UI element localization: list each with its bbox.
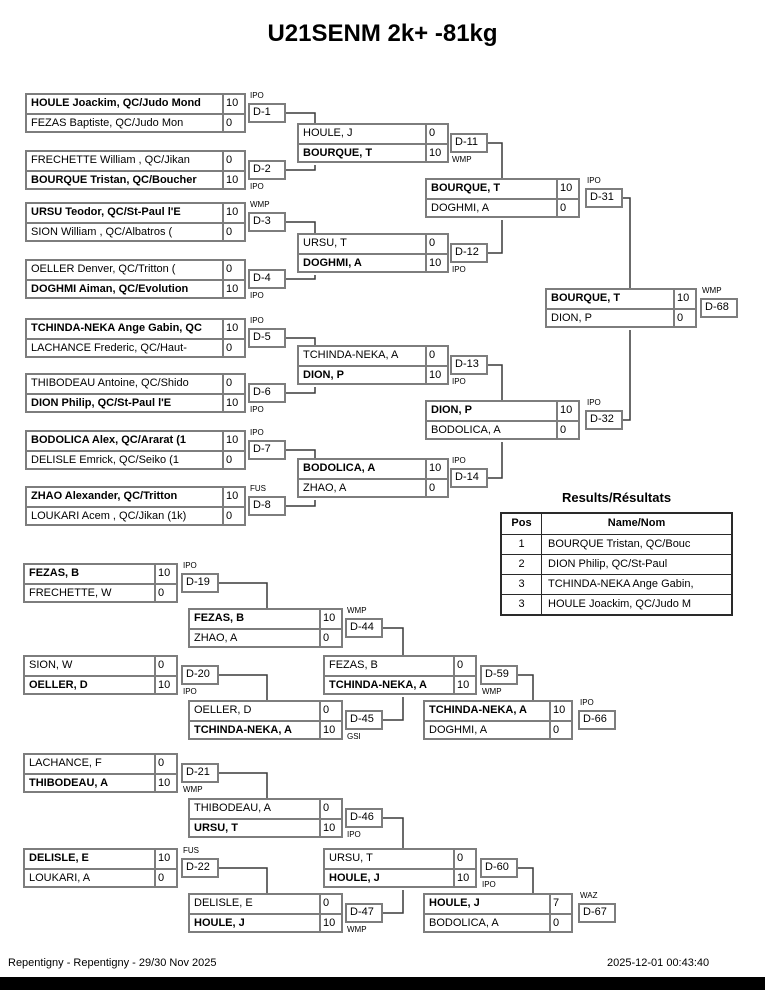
player-score: 0: [319, 702, 341, 720]
match-row: [25, 755, 176, 773]
match-d47: [188, 893, 343, 933]
player-score: 0: [222, 508, 244, 524]
match-row: [427, 420, 578, 438]
match-row: [427, 198, 578, 216]
results-row: [502, 574, 731, 594]
match-code-d46: IPO: [347, 830, 361, 839]
match-code-d7: IPO: [250, 428, 264, 437]
match-d21: [23, 753, 178, 793]
player-score: 0: [222, 261, 244, 279]
match-row: [190, 895, 341, 913]
match-code-d5: IPO: [250, 316, 264, 325]
results-title: Results/Résultats: [561, 490, 672, 505]
player-name: LOUKARI, A: [29, 872, 91, 884]
player-name: BODOLICA, A: [431, 424, 501, 436]
player-score: 0: [154, 870, 176, 886]
player-score: 10: [222, 432, 244, 450]
match-code-d13: IPO: [452, 377, 466, 386]
player-score: 0: [154, 755, 176, 773]
match-code-d12: IPO: [452, 265, 466, 274]
player-score: 10: [319, 915, 341, 931]
match-tag-d2: D-2: [248, 160, 286, 180]
match-d5: [25, 318, 246, 358]
player-name: BOURQUE Tristan, QC/Boucher: [31, 174, 197, 186]
match-row: [27, 506, 244, 524]
player-name: DION Philip, QC/St-Paul l'E: [31, 397, 172, 409]
results-name-header: Name/Nom: [607, 517, 666, 529]
player-score: 10: [319, 610, 341, 628]
player-score: 10: [453, 677, 475, 693]
player-name: DION, P: [431, 404, 472, 416]
match-row: [190, 800, 341, 818]
match-d7: [25, 430, 246, 470]
player-name: THIBODEAU, A: [29, 777, 109, 789]
match-row: [325, 850, 475, 868]
match-row: [190, 702, 341, 720]
match-row: [27, 375, 244, 393]
player-name: URSU Teodor, QC/St-Paul l'E: [31, 206, 181, 218]
match-tag-d66: D-66: [578, 710, 616, 730]
match-row: [25, 675, 176, 693]
match-row: [27, 261, 244, 279]
player-name: HOULE, J: [303, 127, 353, 139]
player-name: TCHINDA-NEKA, A: [194, 724, 292, 736]
player-score: 0: [154, 657, 176, 675]
player-score: 10: [549, 702, 571, 720]
match-row: [299, 253, 447, 271]
match-code-d4: IPO: [250, 291, 264, 300]
match-tag-d46: D-46: [345, 808, 383, 828]
match-d44: [188, 608, 343, 648]
player-name: OELLER Denver, QC/Tritton (: [31, 263, 176, 275]
player-score: 0: [319, 630, 341, 646]
match-code-d19: IPO: [183, 561, 197, 570]
result-pos: 3: [502, 575, 542, 594]
match-row: [25, 850, 176, 868]
match-row: [27, 204, 244, 222]
player-name: URSU, T: [194, 822, 238, 834]
match-d32: [425, 400, 580, 440]
result-name: HOULE Joackim, QC/Judo M: [548, 598, 692, 610]
player-name: TCHINDA-NEKA, A: [329, 679, 427, 691]
match-d66: [423, 700, 573, 740]
result-name: DION Philip, QC/St-Paul: [548, 558, 668, 570]
player-score: 10: [319, 722, 341, 738]
player-name: BOURQUE, T: [303, 147, 373, 159]
match-row: [190, 818, 341, 836]
match-tag-d20: D-20: [181, 665, 219, 685]
player-name: DOGHMI, A: [429, 724, 488, 736]
match-code-d6: IPO: [250, 405, 264, 414]
player-score: 0: [425, 125, 447, 143]
player-score: 0: [319, 800, 341, 818]
player-score: 0: [425, 235, 447, 253]
match-tag-d12: D-12: [450, 243, 488, 263]
footer-timestamp: 2025-12-01 00:43:40: [607, 957, 710, 969]
match-row: [25, 565, 176, 583]
player-score: 0: [453, 850, 475, 868]
match-code-d14: IPO: [452, 456, 466, 465]
player-name: FEZAS, B: [329, 659, 378, 671]
result-name: BOURQUE Tristan, QC/Bouc: [548, 538, 691, 550]
player-score: 10: [425, 255, 447, 271]
match-tag-d14: D-14: [450, 468, 488, 488]
player-name: HOULE, J: [194, 917, 245, 929]
match-code-d66: IPO: [580, 698, 594, 707]
player-name: OELLER, D: [194, 704, 252, 716]
player-name: HOULE, J: [329, 872, 380, 884]
player-name: DELISLE, E: [194, 897, 253, 909]
player-name: FRECHETTE William , QC/Jikan: [31, 154, 190, 166]
match-code-d2: IPO: [250, 182, 264, 191]
player-score: 0: [425, 480, 447, 496]
match-d8: [25, 486, 246, 526]
player-name: TCHINDA-NEKA Ange Gabin, QC: [31, 322, 202, 334]
player-name: ZHAO, A: [194, 632, 238, 644]
results-header-row: [502, 514, 731, 534]
player-score: 10: [222, 320, 244, 338]
player-score: 10: [425, 367, 447, 383]
match-d60: [323, 848, 477, 888]
match-row: [25, 773, 176, 791]
match-row: [27, 113, 244, 131]
match-tag-d3: D-3: [248, 212, 286, 232]
match-d14: [297, 458, 449, 498]
match-row: [27, 320, 244, 338]
match-row: [299, 460, 447, 478]
result-pos: 2: [502, 555, 542, 574]
player-name: ZHAO, A: [303, 482, 347, 494]
match-tag-d4: D-4: [248, 269, 286, 289]
player-score: 10: [222, 395, 244, 411]
player-score: 0: [556, 422, 578, 438]
player-name: ZHAO Alexander, QC/Tritton: [31, 490, 178, 502]
player-name: HOULE, J: [429, 897, 480, 909]
player-score: 7: [549, 895, 571, 913]
player-name: FEZAS Baptiste, QC/Judo Mon: [31, 117, 184, 129]
player-name: LOUKARI Acem , QC/Jikan (1k): [31, 510, 187, 522]
match-code-d45: GSI: [347, 732, 361, 741]
match-row: [425, 720, 571, 738]
player-score: 0: [222, 152, 244, 170]
player-score: 10: [222, 204, 244, 222]
match-d67: [423, 893, 573, 933]
match-d2: [25, 150, 246, 190]
match-row: [299, 365, 447, 383]
player-name: DOGHMI, A: [303, 257, 362, 269]
footer-event-info: Repentigny - Repentigny - 29/30 Nov 2025: [8, 957, 217, 969]
player-name: BODOLICA Alex, QC/Ararat (1: [31, 434, 187, 446]
match-tag-d6: D-6: [248, 383, 286, 403]
player-name: BOURQUE, T: [551, 292, 621, 304]
match-tag-d19: D-19: [181, 573, 219, 593]
player-score: 0: [222, 375, 244, 393]
results-table: [500, 512, 733, 616]
player-name: DOGHMI Aiman, QC/Evolution: [31, 283, 189, 295]
match-d31: [425, 178, 580, 218]
match-tag-d45: D-45: [345, 710, 383, 730]
player-name: THIBODEAU Antoine, QC/Shido: [31, 377, 189, 389]
match-d4: [25, 259, 246, 299]
match-row: [547, 308, 695, 326]
match-row: [25, 868, 176, 886]
player-score: 0: [222, 340, 244, 356]
player-score: 0: [453, 657, 475, 675]
player-score: 10: [556, 180, 578, 198]
match-tag-d7: D-7: [248, 440, 286, 460]
player-name: BODOLICA, A: [429, 917, 499, 929]
player-score: 10: [222, 172, 244, 188]
match-code-d32: IPO: [587, 398, 601, 407]
match-row: [27, 338, 244, 356]
player-score: 0: [222, 452, 244, 468]
player-name: THIBODEAU, A: [194, 802, 272, 814]
player-score: 0: [222, 115, 244, 131]
match-tag-d22: D-22: [181, 858, 219, 878]
match-code-d1: IPO: [250, 91, 264, 100]
match-row: [27, 432, 244, 450]
player-score: 10: [154, 775, 176, 791]
match-row: [425, 913, 571, 931]
match-tag-d1: D-1: [248, 103, 286, 123]
match-tag-d60: D-60: [480, 858, 518, 878]
match-d45: [188, 700, 343, 740]
player-name: HOULE Joackim, QC/Judo Mond: [31, 97, 201, 109]
player-name: SION William , QC/Albatros (: [31, 226, 173, 238]
player-score: 0: [673, 310, 695, 326]
match-row: [27, 95, 244, 113]
player-score: 0: [222, 224, 244, 240]
match-row: [299, 125, 447, 143]
player-score: 0: [425, 347, 447, 365]
match-row: [190, 913, 341, 931]
player-name: TCHINDA-NEKA, A: [303, 349, 399, 361]
player-name: LACHANCE Frederic, QC/Haut-: [31, 342, 187, 354]
player-score: 0: [549, 915, 571, 931]
match-code-d47: WMP: [347, 925, 367, 934]
player-name: DOGHMI, A: [431, 202, 490, 214]
match-tag-d59: D-59: [480, 665, 518, 685]
result-pos: 1: [502, 535, 542, 554]
results-row: [502, 554, 731, 574]
player-name: URSU, T: [303, 237, 347, 249]
match-code-d67: WAZ: [580, 891, 598, 900]
match-row: [190, 628, 341, 646]
match-row: [27, 222, 244, 240]
match-d20: [23, 655, 178, 695]
match-code-d68: WMP: [702, 286, 722, 295]
match-tag-d32: D-32: [585, 410, 623, 430]
player-name: TCHINDA-NEKA, A: [429, 704, 527, 716]
player-score: 10: [556, 402, 578, 420]
match-row: [299, 235, 447, 253]
player-name: LACHANCE, F: [29, 757, 102, 769]
match-d46: [188, 798, 343, 838]
player-score: 0: [549, 722, 571, 738]
match-row: [27, 170, 244, 188]
match-row: [190, 610, 341, 628]
match-d12: [297, 233, 449, 273]
player-name: URSU, T: [329, 852, 373, 864]
match-d19: [23, 563, 178, 603]
player-score: 0: [154, 585, 176, 601]
match-code-d31: IPO: [587, 176, 601, 185]
match-row: [325, 868, 475, 886]
match-row: [299, 347, 447, 365]
match-code-d11: WMP: [452, 155, 472, 164]
match-row: [27, 279, 244, 297]
results-row: [502, 594, 731, 614]
match-row: [425, 702, 571, 720]
player-name: FEZAS, B: [29, 567, 80, 579]
player-score: 10: [453, 870, 475, 886]
result-pos: 3: [502, 595, 542, 614]
player-name: DION, P: [303, 369, 344, 381]
player-name: FRECHETTE, W: [29, 587, 112, 599]
results-row: [502, 534, 731, 554]
match-row: [299, 143, 447, 161]
result-name: TCHINDA-NEKA Ange Gabin,: [548, 578, 694, 590]
match-row: [325, 675, 475, 693]
match-tag-d8: D-8: [248, 496, 286, 516]
match-d22: [23, 848, 178, 888]
match-d6: [25, 373, 246, 413]
match-d59: [323, 655, 477, 695]
player-name: DELISLE, E: [29, 852, 89, 864]
player-name: BODOLICA, A: [303, 462, 376, 474]
match-row: [27, 450, 244, 468]
match-tag-d11: D-11: [450, 133, 488, 153]
match-d3: [25, 202, 246, 242]
player-score: 10: [425, 460, 447, 478]
match-row: [27, 393, 244, 411]
match-tag-d13: D-13: [450, 355, 488, 375]
match-tag-d21: D-21: [181, 763, 219, 783]
match-code-d60: IPO: [482, 880, 496, 889]
player-name: DION, P: [551, 312, 592, 324]
match-tag-d5: D-5: [248, 328, 286, 348]
match-d1: [25, 93, 246, 133]
match-d13: [297, 345, 449, 385]
results-pos-header: Pos: [502, 514, 542, 534]
player-score: 10: [319, 820, 341, 836]
match-tag-d47: D-47: [345, 903, 383, 923]
player-score: 10: [222, 488, 244, 506]
match-code-d22: FUS: [183, 846, 199, 855]
match-row: [427, 180, 578, 198]
match-code-d44: WMP: [347, 606, 367, 615]
player-name: SION, W: [29, 659, 73, 671]
player-name: BOURQUE, T: [431, 182, 501, 194]
match-d11: [297, 123, 449, 163]
match-row: [547, 290, 695, 308]
match-code-d21: WMP: [183, 785, 203, 794]
player-score: 0: [556, 200, 578, 216]
match-code-d8: FUS: [250, 484, 266, 493]
match-row: [25, 583, 176, 601]
match-row: [27, 488, 244, 506]
match-tag-d67: D-67: [578, 903, 616, 923]
match-row: [27, 152, 244, 170]
player-score: 10: [222, 281, 244, 297]
match-row: [190, 720, 341, 738]
match-row: [427, 402, 578, 420]
player-name: DELISLE Emrick, QC/Seiko (1: [31, 454, 179, 466]
player-score: 10: [673, 290, 695, 308]
match-row: [299, 478, 447, 496]
match-tag-d68: D-68: [700, 298, 738, 318]
match-code-d20: IPO: [183, 687, 197, 696]
player-score: 10: [154, 565, 176, 583]
match-row: [425, 895, 571, 913]
player-name: OELLER, D: [29, 679, 88, 691]
player-name: FEZAS, B: [194, 612, 245, 624]
player-score: 10: [154, 850, 176, 868]
match-row: [25, 657, 176, 675]
player-score: 10: [154, 677, 176, 693]
match-tag-d31: D-31: [585, 188, 623, 208]
player-score: 0: [319, 895, 341, 913]
match-d68: [545, 288, 697, 328]
match-code-d3: WMP: [250, 200, 270, 209]
player-score: 10: [425, 145, 447, 161]
match-row: [325, 657, 475, 675]
player-score: 10: [222, 95, 244, 113]
page-title: U21SENM 2k+ -81kg: [267, 20, 498, 47]
match-code-d59: WMP: [482, 687, 502, 696]
match-tag-d44: D-44: [345, 618, 383, 638]
